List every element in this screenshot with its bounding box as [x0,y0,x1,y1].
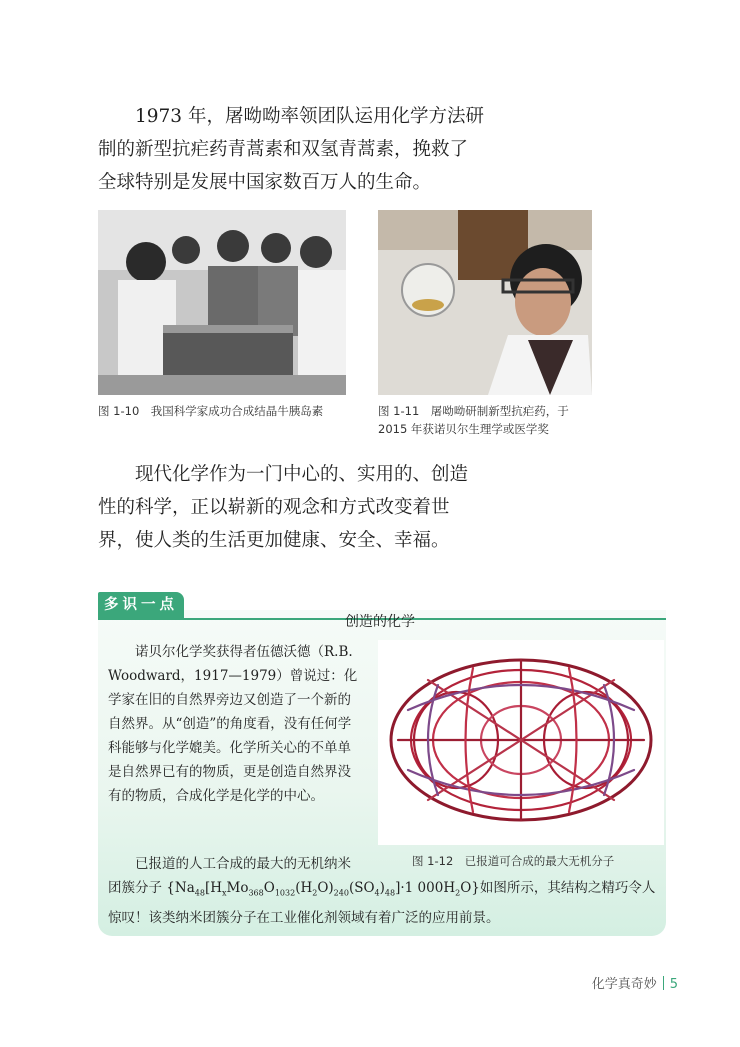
paragraph-end: 如图所示，其结构之精巧令人惊叹！该类纳米团簇分子在工业催化剂领域有着广泛的应用前景。 [108,880,656,926]
formula: $Na_{48}[H_xMo_{368}O_{1032}(H_2O)_{240}(SO_4)_{48}]\cdot 1$ $000H_2O$} [174,880,480,898]
info-box-title: 创造的化学 [345,614,415,630]
intro-paragraph: 1973 年，屠呦呦率领团队运用化学方法研制的新型抗疟药青蒿素和双氢青蒿素，挽救了全球特别是发展中国家数百万人的生命。 [98,106,484,193]
insulin-team-photo [98,210,346,395]
info-box-paragraph-2-rest [108,876,658,930]
main-paragraph: 现代化学作为一门中心的、实用的、创造性的科学，正以崭新的观念和方式改变着世界，使人类的生活更加健康、安全、幸福。 [98,464,469,551]
page-footer [592,973,678,992]
footer-divider [663,976,664,990]
nano-cluster-molecule-image [378,640,664,845]
info-box-paragraph-1: 诺贝尔化学奖获得者伍德沃德（R.B. Woodward，1917—1979）曾说过：化学家在旧的自然界旁边又创造了一个新的自然界。从“创造”的角度看，没有任何学科能够与化学媲美。化学所关心的不单单是自然界已有的物质，更是创造自然界没有的物质，合成化学是化学的中心。 [108,644,358,804]
chapter-title: 化学真奇妙 [591,977,657,992]
figure-1-10-caption: 图 1-10 我国科学家成功合成结晶牛胰岛素 [98,404,324,418]
info-box-tag: 多识一点 [98,592,184,618]
cluster-label: 团簇分子 { [108,880,175,896]
tu-youyou-photo [378,210,592,395]
figure-1-12-caption: 图 1-12 已报道可合成的最大无机分子 [412,854,615,868]
page-number: 5 [669,977,678,992]
figure-1-11-caption: 图 1-11 屠呦呦研制新型抗疟药，于 2015 年获诺贝尔生理学或医学奖 [378,404,569,436]
info-box-paragraph-2-start: 已报道的人工合成的最大的无机纳米 [135,856,351,872]
